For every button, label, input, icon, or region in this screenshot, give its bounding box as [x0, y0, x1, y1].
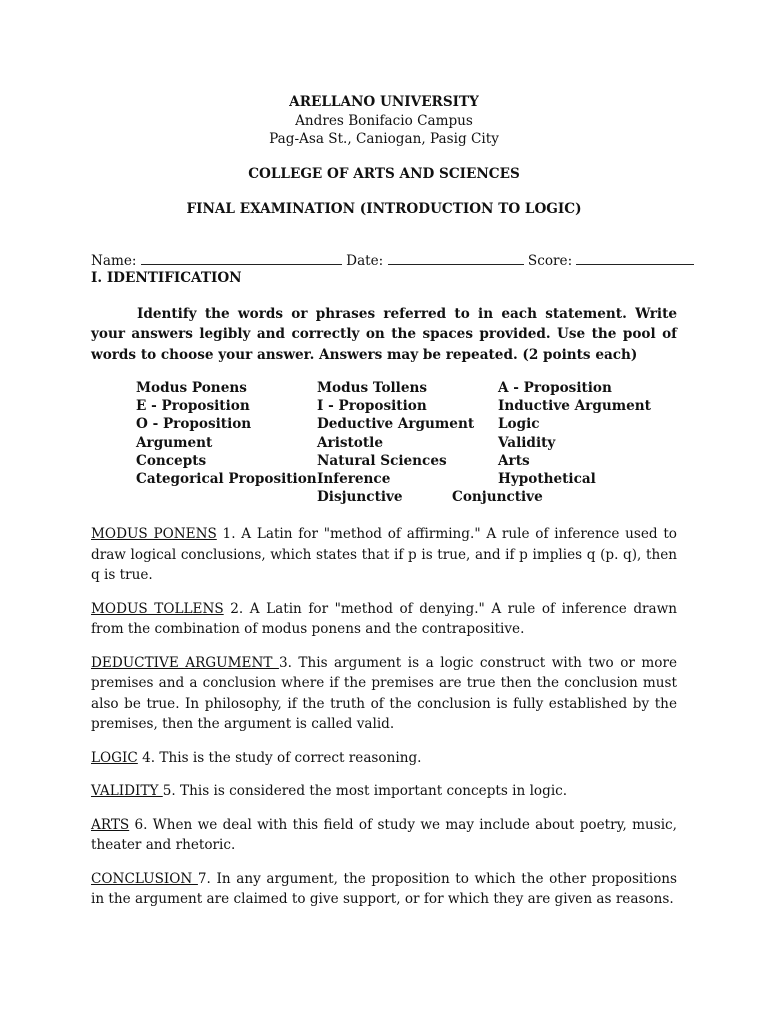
question-item	[91, 748, 677, 769]
question-item	[91, 653, 677, 735]
campus-name: Andres Bonifacio Campus	[295, 112, 473, 129]
pool-word: Inference	[317, 471, 391, 488]
question-item	[91, 869, 677, 910]
college-name: COLLEGE OF ARTS AND SCIENCES	[248, 165, 520, 182]
question-answer[interactable]: DEDUCTIVE ARGUMENT	[91, 654, 279, 671]
exam-title: FINAL EXAMINATION (INTRODUCTION TO LOGIC)	[186, 201, 582, 217]
pool-word: Concepts	[136, 452, 207, 469]
question-answer[interactable]: LOGIC	[91, 749, 138, 766]
word-pool	[136, 379, 677, 509]
question-item	[91, 781, 677, 802]
pool-word: Conjunctive	[452, 489, 543, 505]
word-pool-column-2	[317, 379, 474, 488]
pool-word: Validity	[498, 434, 556, 451]
pool-word: Deductive Argument	[317, 416, 475, 433]
pool-word: Hypothetical	[498, 471, 596, 488]
question-text: 5. This is considered the most important concepts in logic.	[162, 783, 568, 799]
pool-word: Argument	[136, 434, 213, 451]
date-blank[interactable]	[388, 253, 524, 265]
section-title: I. IDENTIFICATION	[91, 269, 242, 286]
question-answer[interactable]: CONCLUSION	[91, 870, 198, 887]
question-text: 6. When we deal with this field of study we may include about poetry, music, theater and rhetoric.	[91, 816, 677, 853]
question-text: 1. A Latin for "method of affirming." A rule of inference used to draw logical conclusions, which states that if p is true, and if p implies q (p. q), then q is true.	[91, 526, 677, 583]
exam-page	[91, 93, 677, 910]
pool-word: Modus Ponens	[136, 380, 247, 396]
pool-word: Arts	[498, 452, 530, 469]
question-answer[interactable]: MODUS PONENS	[91, 526, 217, 542]
name-blank[interactable]	[141, 253, 342, 265]
score-label: Score:	[527, 252, 573, 269]
question-list	[91, 524, 677, 910]
word-pool-column-3	[498, 379, 651, 488]
question-item	[91, 524, 677, 586]
pool-word: A - Proposition	[498, 380, 612, 396]
campus-address: Pag-Asa St., Caniogan, Pasig City	[269, 131, 499, 147]
question-text: 3. This argument is a logic construct with two or more premises and a conclusion where if the premises are true then the conclusion must also be true. In philosophy, if the truth of the conclusion is fully established by the premises, then the argument is called valid.	[91, 654, 677, 732]
question-text: 4. This is the study of correct reasoning.	[137, 749, 422, 766]
score-blank[interactable]	[576, 253, 694, 265]
pool-word: E - Proposition	[136, 398, 250, 415]
pool-word: Aristotle	[317, 434, 383, 451]
pool-word: Logic	[498, 416, 540, 433]
pool-word: Natural Sciences	[317, 452, 447, 469]
question-item	[91, 815, 677, 856]
word-pool-column-1	[136, 379, 317, 488]
question-answer[interactable]: ARTS	[91, 816, 130, 833]
pool-word: I - Proposition	[317, 398, 427, 415]
question-answer[interactable]: MODUS TOLLENS	[91, 600, 224, 617]
pool-word: Disjunctive	[317, 489, 403, 505]
pool-word: Modus Tollens	[317, 380, 428, 396]
question-answer[interactable]: VALIDITY	[91, 783, 163, 799]
pool-word: Inductive Argument	[498, 398, 651, 415]
question-item	[91, 599, 677, 640]
date-label: Date:	[346, 252, 384, 269]
pool-word: Categorical Proposition	[136, 471, 317, 488]
university-name: ARELLANO UNIVERSITY	[289, 94, 479, 110]
name-label: Name:	[91, 252, 137, 269]
question-text: 7. In any argument, the proposition to which the other propositions in the argument are claimed to give support, or for which they are given as reasons.	[91, 870, 677, 907]
instructions: Identify the words or phrases referred to in each statement. Write your answers legibly and correctly on the spaces provided. Use the pool of words to choose your answer. Answers may be repeated. (2 points each)	[91, 305, 677, 363]
question-text: 2. A Latin for "method of denying." A rule of inference drawn from the combination of modus ponens and the contrapositive.	[91, 600, 678, 637]
pool-word: O - Proposition	[136, 416, 252, 433]
student-info-line	[91, 253, 677, 270]
